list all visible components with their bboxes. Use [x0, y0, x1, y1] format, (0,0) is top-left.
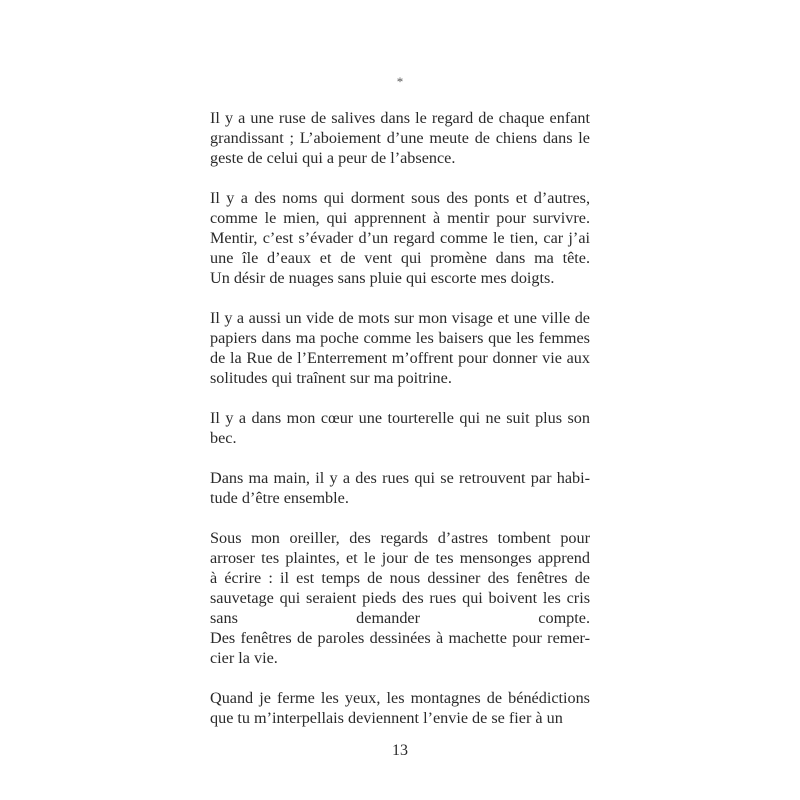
- stanza: [210, 468, 590, 508]
- text-line: une île d’eaux et de vent qui promène dans ma tête.: [210, 249, 590, 267]
- text-line: Quand je ferme les yeux, les montagnes de bénédictions: [210, 689, 590, 707]
- text-line: comme le mien, qui apprennent à mentir pour survivre.: [210, 209, 590, 227]
- text-line: Sous mon oreiller, des regards d’astres tombent pour: [210, 529, 590, 547]
- text-line: Il y a aussi un vide de mots sur mon visage et une ville de: [210, 309, 590, 327]
- text-line: grandissant ; L’aboiement d’une meute de chiens dans le: [210, 129, 590, 147]
- text-line: tude d’être ensemble.: [210, 489, 349, 507]
- text-line: cier la vie.: [210, 649, 278, 667]
- text-line: Des fenêtres de paroles dessinées à machette pour remer-: [210, 629, 590, 647]
- text-line: arroser tes plaintes, et le jour de tes mensonges apprend: [210, 549, 590, 567]
- text-line: bec.: [210, 429, 237, 447]
- text-line: Il y a une ruse de salives dans le regard de chaque enfant: [210, 109, 590, 127]
- text-line: geste de celui qui a peur de l’absence.: [210, 149, 456, 167]
- text-line: Il y a dans mon cœur une tourterelle qui ne suit plus son: [210, 409, 590, 427]
- text-line: Dans ma main, il y a des rues qui se retrouvent par habi-: [210, 469, 590, 487]
- text-line: Un désir de nuages sans pluie qui escorte mes doigts.: [210, 269, 555, 287]
- stanza: [210, 308, 590, 388]
- stanza: [210, 688, 590, 728]
- text-line: Il y a des noms qui dorment sous des ponts et d’autres,: [210, 189, 590, 207]
- poem-text: [210, 108, 590, 748]
- stanza: [210, 528, 590, 668]
- text-line: sans demander compte.: [210, 609, 590, 627]
- stanza: [210, 188, 590, 288]
- text-line: Mentir, c’est s’évader d’un regard comme le tien, car j’ai: [210, 229, 590, 247]
- text-line: à écrire : il est temps de nous dessiner des fenêtres de: [210, 569, 590, 587]
- text-line: de la Rue de l’Enterrement m’offrent pour donner vie aux: [210, 349, 590, 367]
- text-line: papiers dans ma poche comme les baisers que les femmes: [210, 329, 590, 347]
- stanza: [210, 108, 590, 168]
- text-line: que tu m’interpellais deviennent l’envie de se fier à un: [210, 709, 563, 727]
- section-ornament: *: [396, 74, 404, 89]
- text-line: sauvetage qui seraient pieds des rues qui boivent les cris: [210, 589, 590, 607]
- text-line: solitudes qui traînent sur ma poitrine.: [210, 369, 452, 387]
- stanza: [210, 408, 590, 448]
- page-number: 13: [392, 742, 408, 759]
